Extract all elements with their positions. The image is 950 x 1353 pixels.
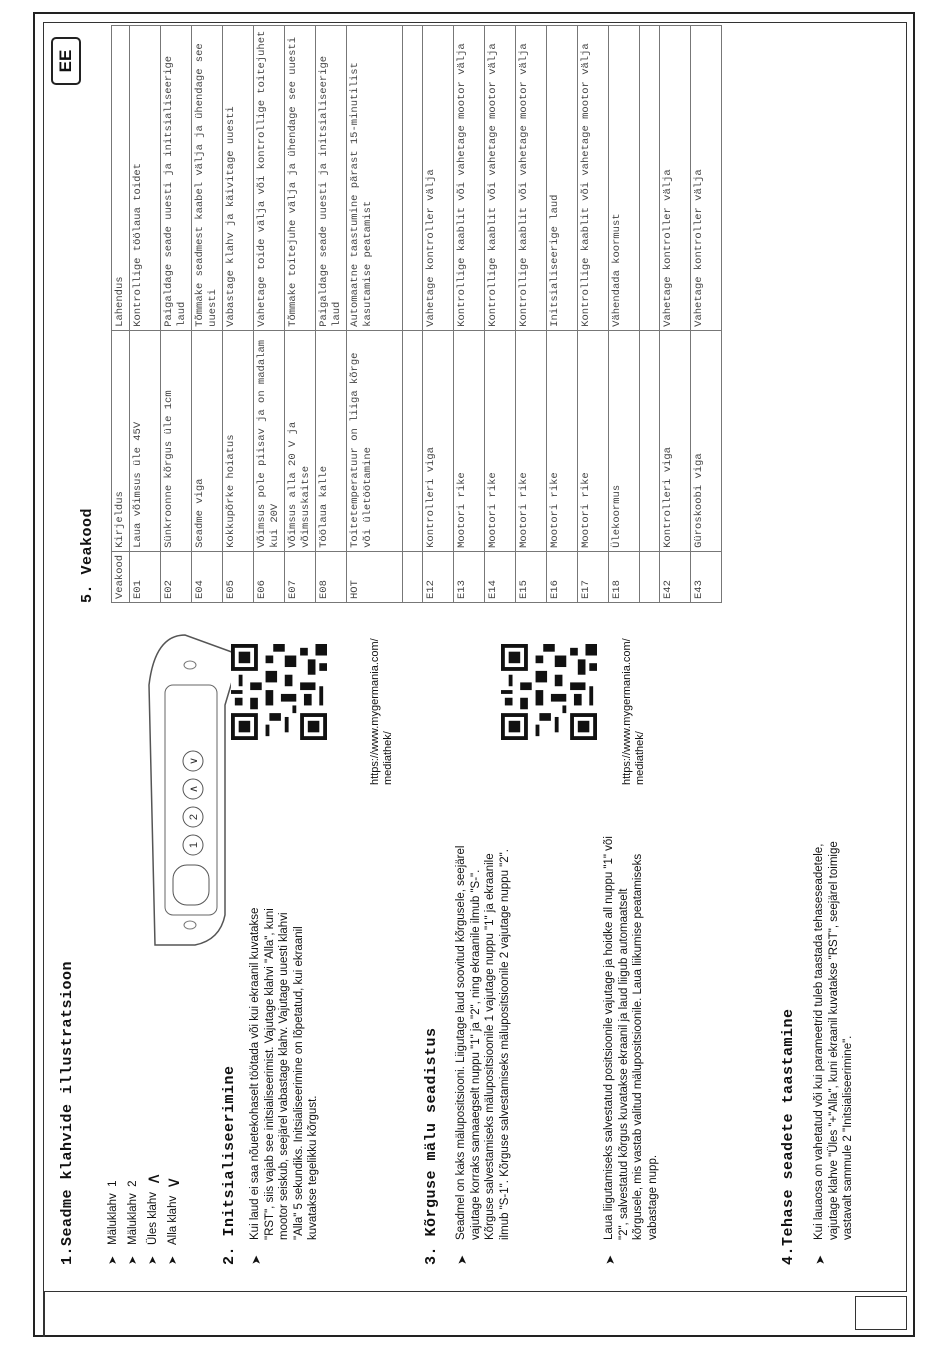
section5-title: 5. Veakood xyxy=(79,507,96,603)
table-header-row xyxy=(112,26,130,603)
table-row: E14 Mootori rike Kontrollige kaablit või vahetage mootor välja xyxy=(485,26,516,603)
table-row: HOT Toitetemperatuur on liiga kõrge või ületöötamine Automaatne taastumine pärast 15-minutilist kasutamise peatamist xyxy=(347,26,403,603)
bullet-arrow-icon: ➤ xyxy=(127,1255,139,1265)
table-row: E07 Võimsus alla 20 V ja võimsuskaitse Tõmmake toitejuhe välja ja ühendage see uuesti xyxy=(285,26,316,603)
header-cell: Kirjeldus xyxy=(112,330,130,551)
key-list-item: ➤ Mäluklahv 2 xyxy=(123,1172,143,1265)
table-row: E17 Mootori rike Kontrollige kaablit või vahetage mootor välja xyxy=(578,26,609,603)
section4-title: 4.Tehase seadete taastamine xyxy=(780,1008,797,1265)
table-row xyxy=(403,26,423,603)
table-row: E16 Mootori rike Initsialiseerige laud xyxy=(547,26,578,603)
table-row: E18 Ülekoormus Vähendada koormust xyxy=(609,26,640,603)
section3-text-2: Laua liigutamiseks salvestatud positsioonile vajutage ja hoidke all nuppu "1" või "2", salvestatud kõrgus kuvatakse ekraanil ja laud liigub automaatselt kõrgusele, mis vastab valitud mälupositsioonile. Laua liikumise peatamiseks vabastage nupp. xyxy=(603,836,659,1240)
device-button-2: 2 xyxy=(188,813,200,821)
table-row: E15 Mootori rike Kontrollige kaablit või vahetage mootor välja xyxy=(516,26,547,603)
qr-code xyxy=(231,644,327,740)
device-button-down: ∨ xyxy=(188,756,200,766)
table-row: E02 Sünkroonne kõrgus üle 1cm Paigaldage seade uuesti ja initsialiseerige laud xyxy=(161,26,192,603)
language-badge: EE xyxy=(51,37,81,85)
down-chevron-icon: ∨ xyxy=(163,1176,183,1190)
bullet-arrow-icon: ➤ xyxy=(107,1255,119,1265)
device-button-1: 1 xyxy=(188,841,200,849)
bullet-arrow-icon: ➤ xyxy=(455,1254,469,1265)
header-cell: Veakood xyxy=(112,551,130,602)
table-row: E12 Kontrolleri viga Vahetage kontroller välja xyxy=(423,26,454,603)
header-cell: Lahendus xyxy=(112,26,130,331)
divider xyxy=(43,1292,45,1337)
section2-text: Kui laud ei saa nõuetekohaselt töötada või kui ekraanil kuvatakse "RST", siis vajab see initsialiseerimist. Vajutage klahvi "Alla", kuni mootor seiskub, seejärel vabastage klahv. Vajutage uuesti klahvi "Alla" 5 sekundiks. Initsialiseerimine on lõpetatud, kui ekraanil kuvatakse tegelikku kõrgust. xyxy=(249,907,319,1240)
bullet-arrow-icon: ➤ xyxy=(813,1254,827,1265)
up-chevron-icon: ∧ xyxy=(143,1172,163,1186)
table-row: E04 Seadme viga Tõmmake seadmest kaabel välja ja ühendage see uuesti xyxy=(192,26,223,603)
section3-title: 3. Kõrguse mälu seadistus xyxy=(423,1027,440,1265)
error-code-table xyxy=(111,25,722,603)
bullet-arrow-icon: ➤ xyxy=(603,1254,617,1265)
table-row: E42 Kontrolleri viga Vahetage kontroller välja xyxy=(660,26,691,603)
section3-text-1: Seadmel on kaks mälupositsiooni. Liigutage laud soovitud kõrgusele, seejärel vajutage korraks samaaegselt nuppu "1" ja "2", ning ekraanile ilmub "S-". Kõrguse salvestamiseks mälupositsioonile 1 vajutage nuppu "1" ja ekraanile ilmub "S-1". Kõrguse salvestamiseks mälupositsioonile 2 vajutage nuppu "2". xyxy=(455,845,511,1240)
table-row: E43 Güroskoobi viga Vahetage kontroller välja xyxy=(691,26,722,603)
section2-title: 2. Initsialiseerimine xyxy=(221,1065,238,1265)
table-row: E05 Kokkupõrke hoiatus Vabastage klahv ja käivitage uuesti xyxy=(223,26,254,603)
rotated-page-content xyxy=(45,25,905,1285)
key-list xyxy=(103,1172,183,1265)
table-row: E08 Töölaua kalle Paigaldage seade uuesti ja initsialiseerige laud xyxy=(316,26,347,603)
table-row: E06 Võimsus pole piisav ja on madalam kui 20V Vahetage toide välja või kontrollige toitejuhet xyxy=(254,26,285,603)
table-row: E01 Laua võimsus üle 45V Kontrollige töölaua toidet xyxy=(130,26,161,603)
table-row: E13 Mootori rike Kontrollige kaablit või vahetage mootor välja xyxy=(454,26,485,603)
bullet-arrow-icon: ➤ xyxy=(249,1254,263,1265)
section1-title: 1.Seadme klahvide illustratsioon xyxy=(59,960,76,1265)
key-list-item: ➤ Alla klahv ∨ xyxy=(163,1176,183,1265)
key-list-item: ➤ Mäluklahv 1 xyxy=(103,1172,123,1265)
bullet-arrow-icon: ➤ xyxy=(167,1255,179,1265)
device-button-up: ∧ xyxy=(188,784,200,794)
bullet-arrow-icon: ➤ xyxy=(147,1255,159,1265)
key-list-item: ➤ Üles klahv ∧ xyxy=(143,1172,163,1265)
qr-link-text: https://www.mygermania.com/ mediathek/ xyxy=(621,638,646,785)
table-row xyxy=(640,26,660,603)
control-panel-illustration xyxy=(115,625,245,955)
section4-text: Kui lauaosa on vahetatud või kui parameetrid tuleb taastada tehaseseadetele, vajutage klahve "Üles "+"Alla", kuni ekraanil kuvatakse "RST", seejärel toimige vastavalt sammule 2 "Initsialiseerimine". xyxy=(813,841,854,1240)
page-number-box xyxy=(855,1296,907,1330)
qr-code xyxy=(501,644,597,740)
qr-link-text: https://www.mygermania.com/ mediathek/ xyxy=(369,638,394,785)
